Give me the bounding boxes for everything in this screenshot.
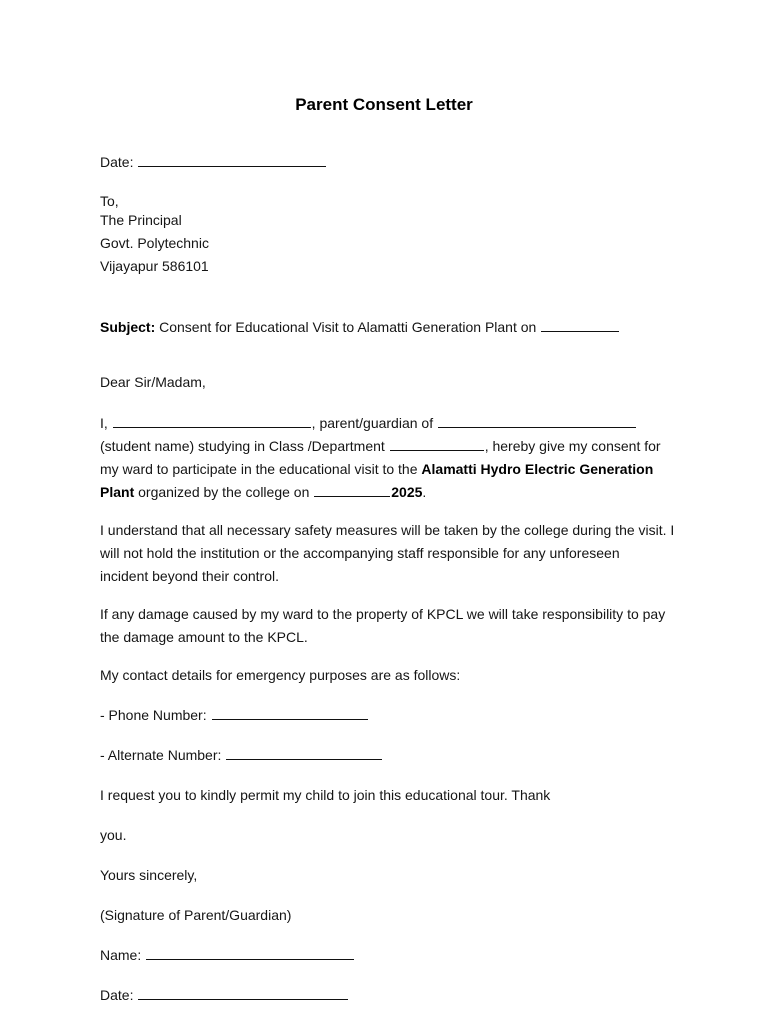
subject-label: Subject: xyxy=(100,319,156,335)
date-label: Date: xyxy=(100,987,134,1003)
plant-name: Plant xyxy=(100,484,135,500)
paragraph-3-line: the damage amount to the KPCL. xyxy=(100,629,308,645)
paragraph-1-line-4 xyxy=(100,483,426,501)
subject-text: Consent for Educational Visit to Alamatti Generation Plant on xyxy=(159,319,537,335)
phone-blank[interactable] xyxy=(212,706,368,720)
paragraph-3-line: If any damage caused by my ward to the property of KPCL we will take responsibility to pay xyxy=(100,606,666,622)
text: organized by the college on xyxy=(138,484,310,500)
text: my ward to participate in the educational visit to the xyxy=(100,461,418,477)
recipient-line: Govt. Polytechnic xyxy=(100,235,209,251)
phone-label: - Phone Number: xyxy=(100,707,207,723)
alternate-line xyxy=(100,746,383,764)
date-footer-blank[interactable] xyxy=(138,986,348,1000)
date-label: Date: xyxy=(100,154,134,170)
alternate-blank[interactable] xyxy=(226,746,382,760)
to-line: To, xyxy=(100,193,119,209)
date-blank[interactable] xyxy=(138,153,326,167)
paragraph-1-line-1 xyxy=(100,414,637,432)
name-label: Name: xyxy=(100,947,142,963)
student-name-blank[interactable] xyxy=(438,414,636,428)
paragraph-2-line: will not hold the institution or the accompanying staff responsible for any unforeseen xyxy=(100,545,620,561)
paragraph-2-line: incident beyond their control. xyxy=(100,568,279,584)
salutation: Dear Sir/Madam, xyxy=(100,374,206,390)
paragraph-1-line-3 xyxy=(100,460,653,478)
name-blank[interactable] xyxy=(146,946,354,960)
text: I, xyxy=(100,415,108,431)
request-line: I request you to kindly permit my child to join this educational tour. Thank xyxy=(100,787,551,803)
text: (student name) studying in Class /Department xyxy=(100,438,385,454)
recipient-line: The Principal xyxy=(100,212,182,228)
phone-line xyxy=(100,706,369,724)
paragraph-2-line: I understand that all necessary safety measures will be taken by the college during the visit. I xyxy=(100,522,675,538)
alternate-label: - Alternate Number: xyxy=(100,747,222,763)
request-line: you. xyxy=(100,827,127,843)
recipient-line: Vijayapur 586101 xyxy=(100,258,209,274)
paragraph-1-line-2 xyxy=(100,437,661,455)
parent-name-blank[interactable] xyxy=(113,414,311,428)
plant-name: Alamatti Hydro Electric Generation xyxy=(421,461,654,477)
signature-line: (Signature of Parent/Guardian) xyxy=(100,907,292,923)
year: 2025 xyxy=(391,484,423,500)
date-line xyxy=(100,153,327,171)
department-blank[interactable] xyxy=(390,437,484,451)
name-line xyxy=(100,946,355,964)
subject-line xyxy=(100,318,620,336)
text: , parent/guardian of xyxy=(311,415,434,431)
text: . xyxy=(422,484,427,500)
organized-date-blank[interactable] xyxy=(314,483,390,497)
closing: Yours sincerely, xyxy=(100,867,198,883)
contact-intro: My contact details for emergency purposes are as follows: xyxy=(100,667,461,683)
text: , hereby give my consent for xyxy=(484,438,661,454)
letter-title: Parent Consent Letter xyxy=(295,95,473,114)
date-footer-line xyxy=(100,986,349,1004)
visit-date-blank[interactable] xyxy=(541,318,619,332)
